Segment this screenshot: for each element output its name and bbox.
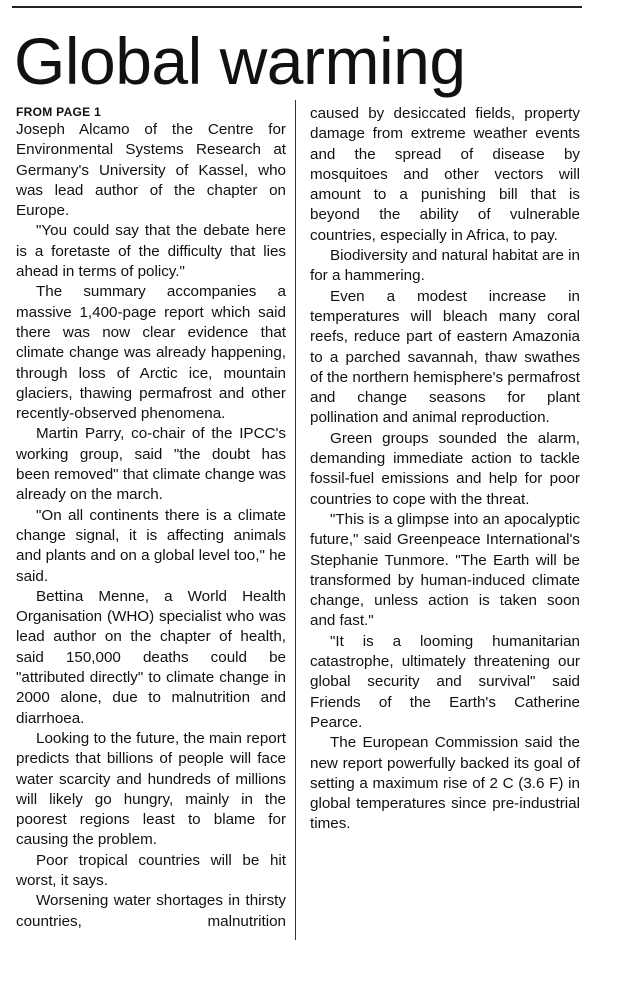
paragraph: The summary accompanies a massive 1,400-page report which said there was now clear evidence that climate change was already happening, through loss of Arctic ice, mountain glaciers, thawing permafrost and other recently-observed phenomena.	[16, 283, 286, 423]
left-column	[16, 104, 286, 932]
paragraph: The European Commission said the new report powerfully backed its goal of setting a maximum rise of 2 C (3.6 F) in global temperatures since pre-industrial times.	[310, 734, 580, 833]
paragraph: Martin Parry, co-chair of the IPCC's working group, said "the doubt has been removed" that climate change was already on the march.	[16, 425, 286, 504]
paragraph: Biodiversity and natural habitat are in for a hammering.	[310, 247, 580, 285]
paragraph: "On all continents there is a climate change signal, it is affecting animals and plants and on a global level too," he said.	[16, 506, 286, 585]
headline: Global warming	[14, 24, 466, 98]
paragraph: Green groups sounded the alarm, demanding immediate action to tackle fossil-fuel emissions and help for poor countries to cope with the threat.	[310, 429, 580, 508]
top-rule	[12, 6, 582, 8]
paragraph: caused by desiccated fields, property damage from extreme weather events and the spread of disease by mosquitoes and other vectors will amount to a punishing bill that is beyond the ability of vulnerable countries, especially in Africa, to pay.	[310, 105, 580, 244]
paragraph: "It is a looming humanitarian catastrophe, ultimately threatening our global security and survival" said Friends of the Earth's Catherine Pearce.	[310, 632, 580, 731]
paragraph: Bettina Menne, a World Health Organisation (WHO) specialist who was lead author on the chapter of health, said 150,000 deaths could be "attributed directly" to climate change in 2000 alone, due to malnutrition and diarrhoea.	[16, 587, 286, 727]
paragraph: Poor tropical countries will be hit worst, it says.	[16, 851, 286, 889]
paragraph: Even a modest increase in temperatures will bleach many coral reefs, reduce part of eastern Amazonia to a parched savannah, thaw swathes of the northern hemisphere's permafrost and change seasons for plant pollination and animal reproduction.	[310, 287, 580, 427]
column-divider	[295, 100, 296, 940]
right-column	[310, 104, 580, 835]
paragraph: Worsening water shortages in thirsty countries, malnutrition	[16, 892, 286, 930]
paragraph: "You could say that the debate here is a foretaste of the difficulty that lies ahead in terms of policy."	[16, 222, 286, 281]
paragraph: "This is a glimpse into an apocalyptic future," said Greenpeace International's Stephanie Tunmore. "The Earth will be transformed by human-induced climate change, unless action is taken soon and fast."	[310, 510, 580, 630]
kicker: FROM PAGE 1	[16, 105, 102, 119]
paragraph: Joseph Alcamo of the Centre for Environmental Systems Research at Germany's University of Kassel, who was lead author of the chapter on Europe.	[16, 121, 286, 220]
paragraph: Looking to the future, the main report predicts that billions of people will face water scarcity and hundreds of millions will likely go hungry, mainly in the poorest regions least to blame for causing the problem.	[16, 729, 286, 849]
